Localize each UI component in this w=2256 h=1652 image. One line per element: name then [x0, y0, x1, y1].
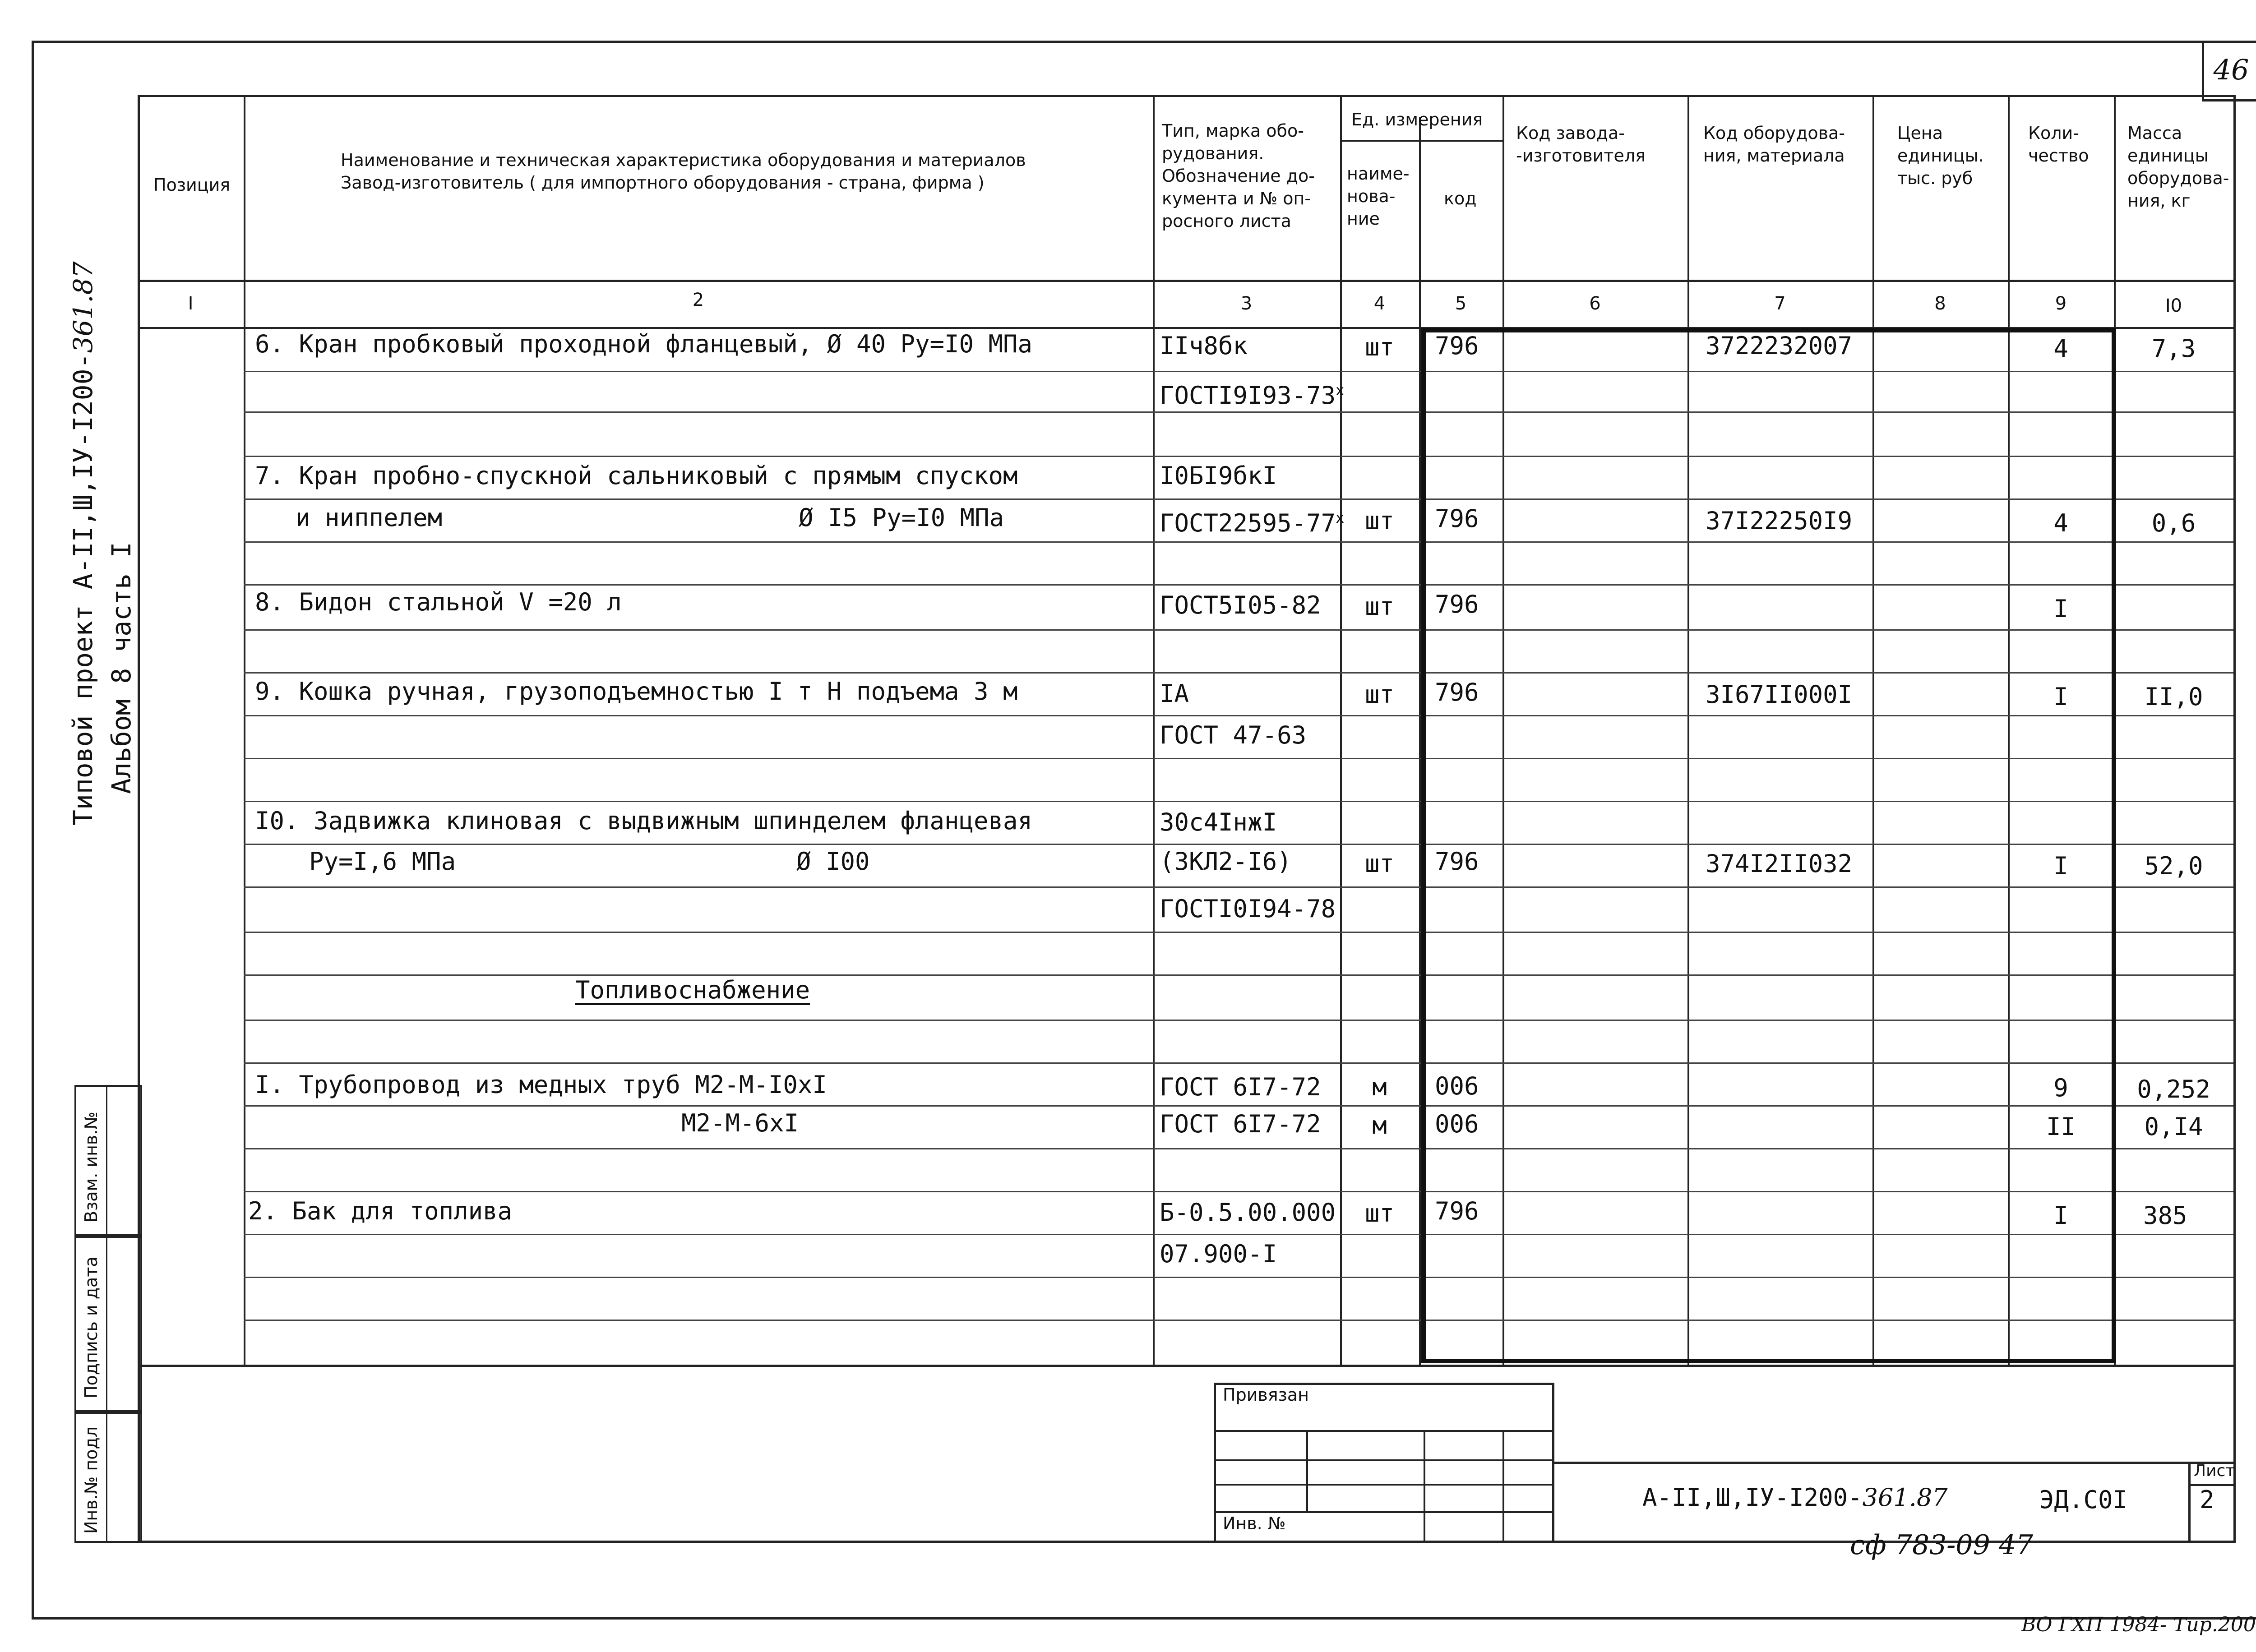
header-mass: Масса единицы оборудова- ния, кг — [2127, 123, 2229, 211]
item7-type: I0БI9бкI — [1160, 461, 1277, 490]
fuel1-unit-code: 006 — [1435, 1072, 1479, 1100]
item9-unit: шт — [1364, 680, 1395, 709]
item8-name: 8. Бидон стальной V =20 л — [255, 588, 622, 616]
item6-type: IIч8бк — [1160, 332, 1248, 360]
fuel2-type: Б-0.5.00.000 — [1160, 1198, 1336, 1227]
col-number-1: I — [188, 293, 194, 314]
item9-mass: II,0 — [2144, 683, 2203, 711]
item9-unit-code: 796 — [1435, 678, 1479, 706]
fuel2-unit-code: 796 — [1435, 1197, 1479, 1225]
item8-unit-code: 796 — [1435, 590, 1479, 618]
fuel2-standard: 07.900-I — [1160, 1240, 1277, 1268]
item10-type-alt: (3КЛ2-I6) — [1160, 847, 1292, 876]
item10-type: 30с4IнжI — [1160, 808, 1277, 836]
fuel1-unit: м — [1372, 1073, 1387, 1101]
item8-quantity: I — [2053, 595, 2068, 623]
side-title-hand: 361.87 — [68, 261, 98, 353]
item6-quantity: 4 — [2053, 334, 2068, 363]
item8-unit: шт — [1364, 592, 1395, 621]
item10-unit-code: 796 — [1435, 847, 1479, 876]
fuel1b-unit-code: 006 — [1435, 1110, 1479, 1138]
privyazan-label: Привязан — [1223, 1385, 1309, 1405]
col-number-6: 6 — [1589, 293, 1601, 314]
fuel2-unit: шт — [1364, 1199, 1395, 1227]
item6-equipment-code: 3722232007 — [1706, 332, 1853, 360]
fuel1b-name: М2-М-6хI — [681, 1109, 799, 1137]
fuel1-quantity: 9 — [2053, 1074, 2068, 1102]
item7-quantity: 4 — [2053, 509, 2068, 537]
header-position: Позиция — [153, 175, 231, 195]
fuel1-name: I. Трубопровод из медных труб М2-М-I0хI — [255, 1071, 827, 1099]
fuel1b-standard: ГОСТ 6I7-72 — [1160, 1110, 1321, 1138]
side-title-prefix: Типовой проект А-II,Ш,IУ-I200- — [68, 353, 98, 826]
item7-mass: 0,6 — [2151, 509, 2196, 537]
item10-pressure: Ру=I,6 МПа — [309, 847, 456, 876]
item7-equipment-code: 37I22250I9 — [1706, 507, 1853, 535]
stamp-vzam-label: Взам. инв.№ — [81, 1112, 101, 1223]
col-number-7: 7 — [1774, 293, 1786, 314]
item6-unit-code: 796 — [1435, 332, 1479, 360]
list-value: 2 — [2200, 1486, 2214, 1514]
item7-unit-code: 796 — [1435, 504, 1479, 533]
col-number-10: I0 — [2165, 295, 2182, 316]
col-number-3: 3 — [1240, 293, 1253, 314]
item9-equipment-code: 3I67II000I — [1706, 680, 1853, 709]
fuel1b-unit: м — [1372, 1111, 1387, 1140]
stamp-inv-label: Инв.№ подл — [81, 1426, 101, 1534]
item6-unit: шт — [1364, 333, 1395, 361]
col-number-8: 8 — [1934, 293, 1946, 314]
fuel2-mass: 385 — [2143, 1201, 2187, 1230]
item6-name: 6. Кран пробковый проходной фланцевый, Ø 40 Ру=I0 МПа — [255, 330, 1033, 358]
item6-mass: 7,3 — [2151, 334, 2196, 363]
item6-standard: ГОСТI9I93-73$^x$ — [1160, 381, 1345, 410]
fuel2-name: 2. Бак для топлива — [248, 1197, 513, 1225]
item7-spec: Ø I5 Ру=I0 МПа — [799, 503, 1004, 532]
item10-unit: шт — [1364, 849, 1395, 878]
fuel2-quantity: I — [2053, 1201, 2068, 1230]
fuel1b-quantity: II — [2046, 1112, 2076, 1141]
section-title: Топливоснабжение — [575, 976, 810, 1004]
item10-standard: ГОСТI0I94-78 — [1160, 895, 1336, 923]
item9-standard: ГОСТ 47-63 — [1160, 721, 1307, 749]
doc-code: ЭД.С0I — [2039, 1486, 2128, 1514]
header-unit: Ед. измерения — [1351, 110, 1483, 129]
print-order: сф 783-09 47 — [1850, 1529, 2034, 1561]
header-type: Тип, марка обо- рудования. Обозначение до- кумента и № оп- росного листа — [1162, 121, 1315, 231]
item10-equipment-code: 374I2II032 — [1706, 849, 1853, 878]
item8-standard: ГОСТ5I05-82 — [1160, 591, 1321, 619]
item9-quantity: I — [2053, 683, 2068, 711]
printing-note: ВО ГХП 1984- Тир.200 — [2021, 1613, 2256, 1636]
side-title-line2: Альбом 8 часть I — [106, 542, 137, 794]
header-price: Цена единицы. тыс. руб — [1897, 123, 1984, 188]
fuel1-standard: ГОСТ 6I7-72 — [1160, 1073, 1321, 1101]
header-unit-name: наиме- нова- ние — [1347, 164, 1410, 229]
item10-mass: 52,0 — [2144, 852, 2203, 880]
header-name: Наименование и техническая характеристика оборудования и материалов Завод-изготовитель ( для импортного оборудования - страна, фирма ) — [341, 150, 1026, 193]
col-number-2: 2 — [692, 290, 704, 310]
inv-no-label: Инв. № — [1223, 1514, 1286, 1533]
stamp-podpis-label: Подпись и дата — [81, 1256, 101, 1398]
item9-name: 9. Кошка ручная, грузоподъемностью I т Н подъема 3 м — [255, 677, 1018, 706]
fuel1-mass: 0,252 — [2137, 1075, 2210, 1103]
header-unit-code: код — [1444, 189, 1477, 208]
header-equipment-code: Код оборудова- ния, материала — [1703, 123, 1845, 166]
doc-designation: А-II,Ш,IУ-I200-361.87 — [1642, 1483, 1948, 1512]
side-title-line1 — [68, 261, 98, 826]
item10-diameter: Ø I00 — [796, 847, 870, 876]
item10-quantity: I — [2053, 852, 2068, 880]
col-number-5: 5 — [1455, 293, 1467, 314]
list-label: Лист — [2194, 1462, 2235, 1480]
fuel1b-mass: 0,I4 — [2144, 1112, 2203, 1141]
header-quantity: Коли- чество — [2028, 123, 2089, 166]
item9-type: IА — [1160, 679, 1189, 708]
item7-name: 7. Кран пробно-спускной сальниковый с прямым спуском — [255, 461, 1018, 490]
col-number-9: 9 — [2055, 293, 2067, 314]
sheet-number: 46 — [2202, 43, 2256, 102]
item7-standard: ГОСТ22595-77$^x$ — [1160, 509, 1345, 537]
item7-unit: шт — [1364, 507, 1395, 535]
col-number-4: 4 — [1373, 293, 1386, 314]
header-maker-code: Код завода- -изготовителя — [1516, 123, 1646, 166]
item7-name-cont: и ниппелем — [296, 503, 443, 532]
item10-name: I0. Задвижка клиновая с выдвижным шпинделем фланцевая — [255, 807, 1033, 835]
